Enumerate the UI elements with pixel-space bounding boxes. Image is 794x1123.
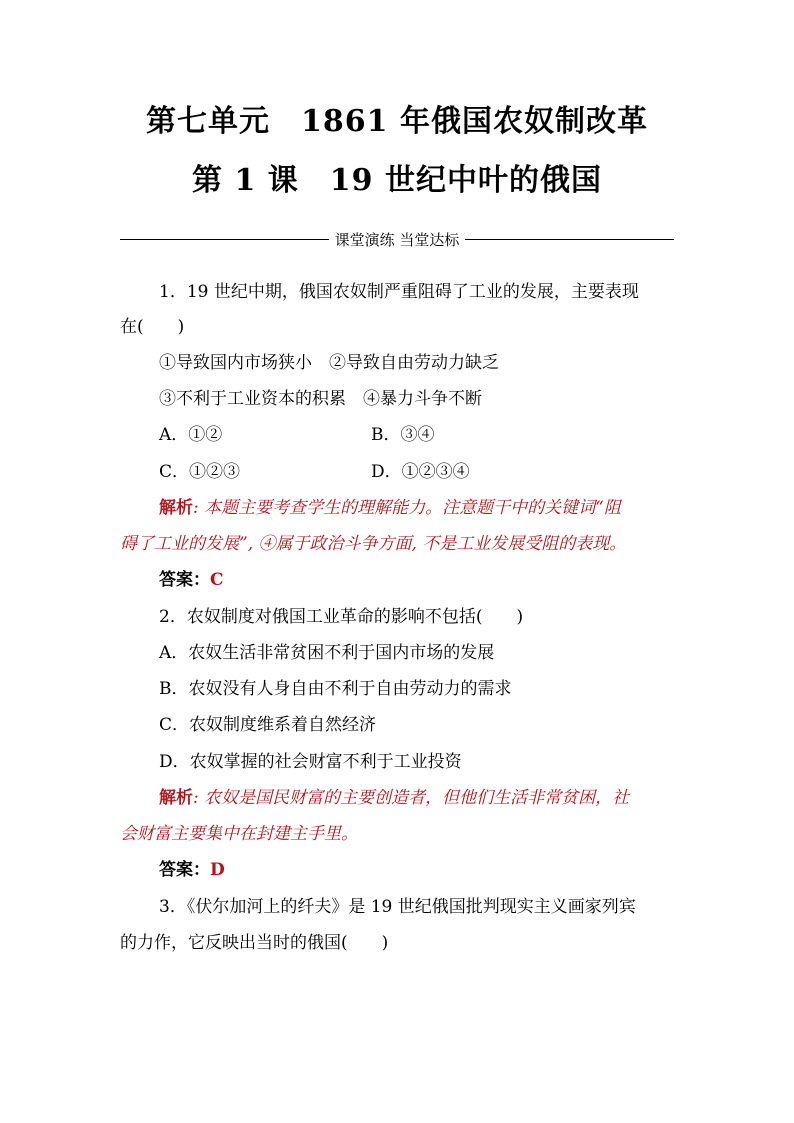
q2-answer	[159, 858, 225, 882]
q1-option-c: C．①②③	[159, 462, 241, 482]
q3-stem-line2: 的力作，它反映出当时的俄国( )	[120, 933, 389, 953]
q2-option-c: C．农奴制度维系着自然经济	[159, 715, 377, 735]
q1-items-line2: ③不利于工业资本的积累 ④暴力斗争不断	[159, 389, 482, 409]
divider-rule-left	[120, 239, 329, 240]
section-divider	[120, 226, 674, 252]
q1-answer	[159, 568, 224, 592]
unit-title: 第七单元 1861 年俄国农奴制改革	[146, 104, 648, 139]
q1-stem-line1: 1．19 世纪中期，俄国农奴制严重阻碍了工业的发展，主要表现	[159, 282, 639, 302]
q1-answer-value: C	[210, 570, 224, 590]
q1-option-d: D．①②③④	[371, 462, 470, 482]
q2-option-d: D．农奴掌握的社会财富不利于工业投资	[159, 752, 462, 772]
q1-answer-label: 答案：	[159, 570, 210, 590]
q2-option-b: B．农奴没有人身自由不利于自由劳动力的需求	[159, 679, 512, 699]
q1-explanation-line2: 碍了工业的发展”, ④属于政治斗争方面, 不是工业发展受阻的表现。	[120, 534, 627, 554]
q2-option-a: A．农奴生活非常贫困不利于国内市场的发展	[159, 643, 495, 663]
q2-explanation-text1: : 农奴是国民财富的主要创造者，但他们生活非常贫困，社	[193, 788, 630, 808]
q2-answer-value: D	[210, 860, 225, 880]
divider-rule-right	[465, 239, 674, 240]
q1-explanation-label: 解析	[159, 498, 193, 518]
lesson-title: 第 1 课 19 世纪中叶的俄国	[192, 163, 602, 198]
q2-answer-label: 答案：	[159, 860, 210, 880]
q1-option-b: B．③④	[371, 425, 435, 445]
q1-stem-line2: 在( )	[120, 317, 185, 337]
q1-explanation-text1: : 本题主要考查学生的理解能力。注意题干中的关键词“阻	[193, 498, 621, 518]
q2-stem: 2．农奴制度对俄国工业革命的影响不包括( )	[159, 607, 524, 627]
section-label: 课堂演练 当堂达标	[334, 230, 460, 249]
q3-stem-line1: 3．《伏尔加河上的纤夫》是 19 世纪俄国批判现实主义画家列宾	[159, 897, 636, 917]
q2-explanation-line2: 会财富主要集中在封建主手里。	[120, 824, 358, 844]
q1-option-a: A．①②	[159, 425, 223, 445]
q2-explanation-line1	[159, 786, 629, 810]
q1-explanation-line1	[159, 496, 621, 520]
q1-items-line1: ①导致国内市场狭小 ②导致自由劳动力缺乏	[159, 353, 499, 373]
q2-explanation-label: 解析	[159, 788, 193, 808]
